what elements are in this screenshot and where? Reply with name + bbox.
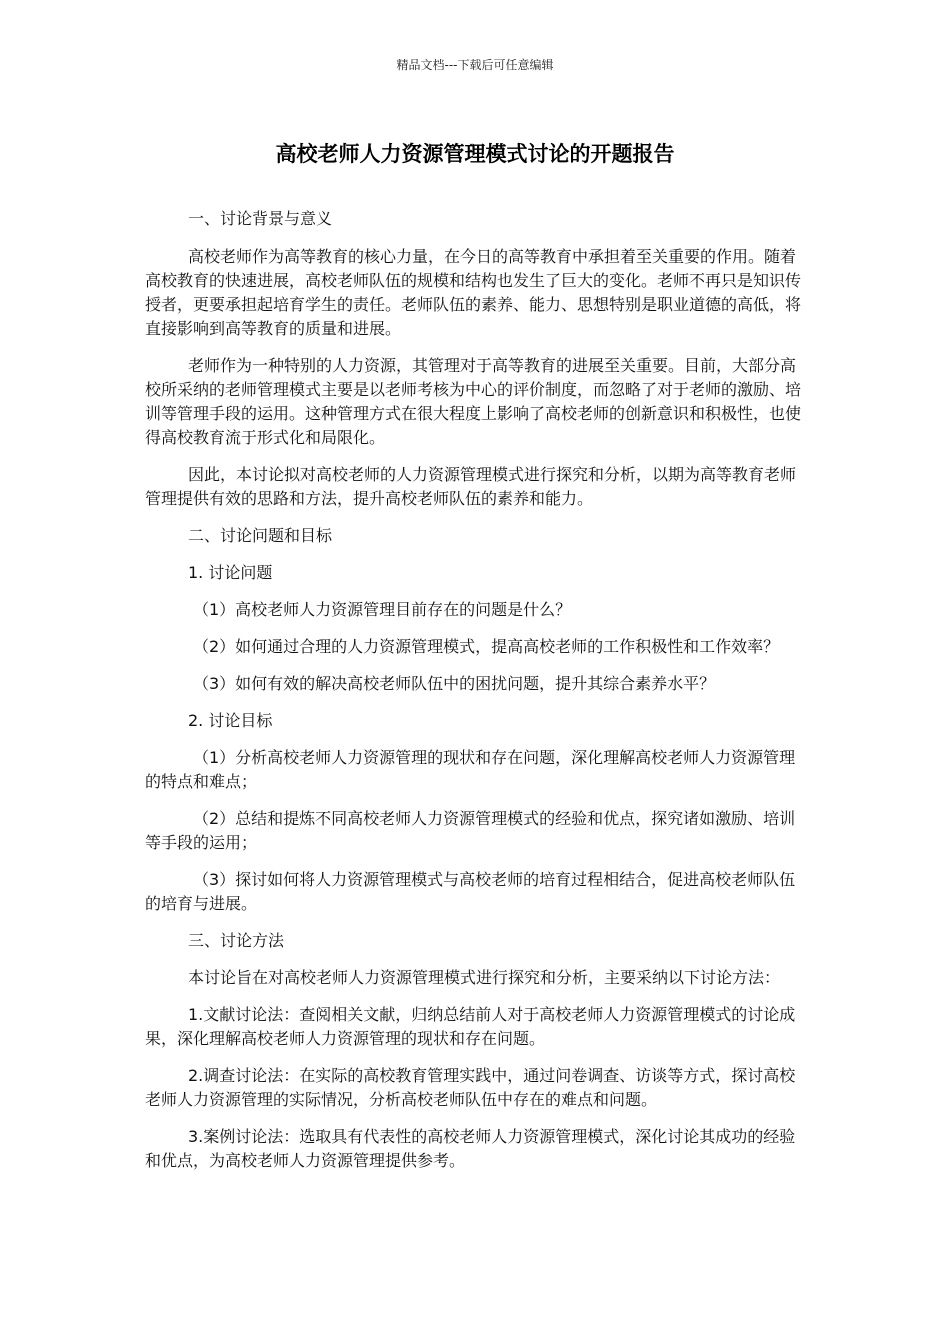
section-2-subheading-questions: 1. 讨论问题 [188,563,273,582]
section-1-heading: 一、讨论背景与意义 [188,209,333,228]
research-question-2: （2）如何通过合理的人力资源管理模式，提高高校老师的工作积极性和工作效率？ [193,637,780,656]
section-1-paragraph-2: 老师作为一种特别的人力资源，其管理对于高等教育的进展至关重要。目前，大部分高校所采纳的老师管理模式主要是以老师考核为中心的评价制度，而忽略了对于老师的激励、培训等管理手段的运用。这种管理方式在很大程度上影响了高校老师的创新意识和积极性，也使得高校教育流于形式化和局限化。 [145,356,802,447]
research-goal-1: （1）分析高校老师人力资源管理的现状和存在问题，深化理解高校老师人力资源管理的特点和难点； [145,748,796,791]
research-goal-2: （2）总结和提炼不同高校老师人力资源管理模式的经验和优点，探究诸如激励、培训等手段的运用； [145,809,796,852]
research-question-1: （1）高校老师人力资源管理目前存在的问题是什么？ [193,600,572,619]
section-2-subheading-goals: 2. 讨论目标 [188,711,273,730]
section-3-intro: 本讨论旨在对高校老师人力资源管理模式进行探究和分析，主要采纳以下讨论方法： [188,968,781,987]
method-2: 2.调查讨论法：在实际的高校教育管理实践中，通过问卷调查、访谈等方式，探讨高校老师人力资源管理的实际情况，分析高校老师队伍中存在的难点和问题。 [145,1066,796,1109]
research-goal-3: （3）探讨如何将人力资源管理模式与高校老师的培育过程相结合，促进高校老师队伍的培育与进展。 [145,870,796,913]
page-header-note: 精品文档---下载后可任意编辑 [396,58,554,72]
section-2-heading: 二、讨论问题和目标 [188,526,333,545]
research-question-3: （3）如何有效的解决高校老师队伍中的困扰问题，提升其综合素养水平？ [193,674,716,693]
document-title: 高校老师人力资源管理模式讨论的开题报告 [275,142,675,166]
section-1-paragraph-1: 高校老师作为高等教育的核心力量，在今日的高等教育中承担着至关重要的作用。随着高校教育的快速进展，高校老师队伍的规模和结构也发生了巨大的变化。老师不再只是知识传授者，更要承担起培育学生的责任。老师队伍的素养、能力、思想特别是职业道德的高低，将直接影响到高等教育的质量和进展。 [145,247,802,338]
method-1: 1.文献讨论法：查阅相关文献，归纳总结前人对于高校老师人力资源管理模式的讨论成果，深化理解高校老师人力资源管理的现状和存在问题。 [145,1005,796,1048]
section-3-heading: 三、讨论方法 [188,931,285,950]
document-body [145,207,807,1173]
method-3: 3.案例讨论法：选取具有代表性的高校老师人力资源管理模式，深化讨论其成功的经验和优点，为高校老师人力资源管理提供参考。 [145,1127,796,1170]
section-1-paragraph-3: 因此，本讨论拟对高校老师的人力资源管理模式进行探究和分析，以期为高等教育老师管理提供有效的思路和方法，提升高校老师队伍的素养和能力。 [145,465,797,508]
